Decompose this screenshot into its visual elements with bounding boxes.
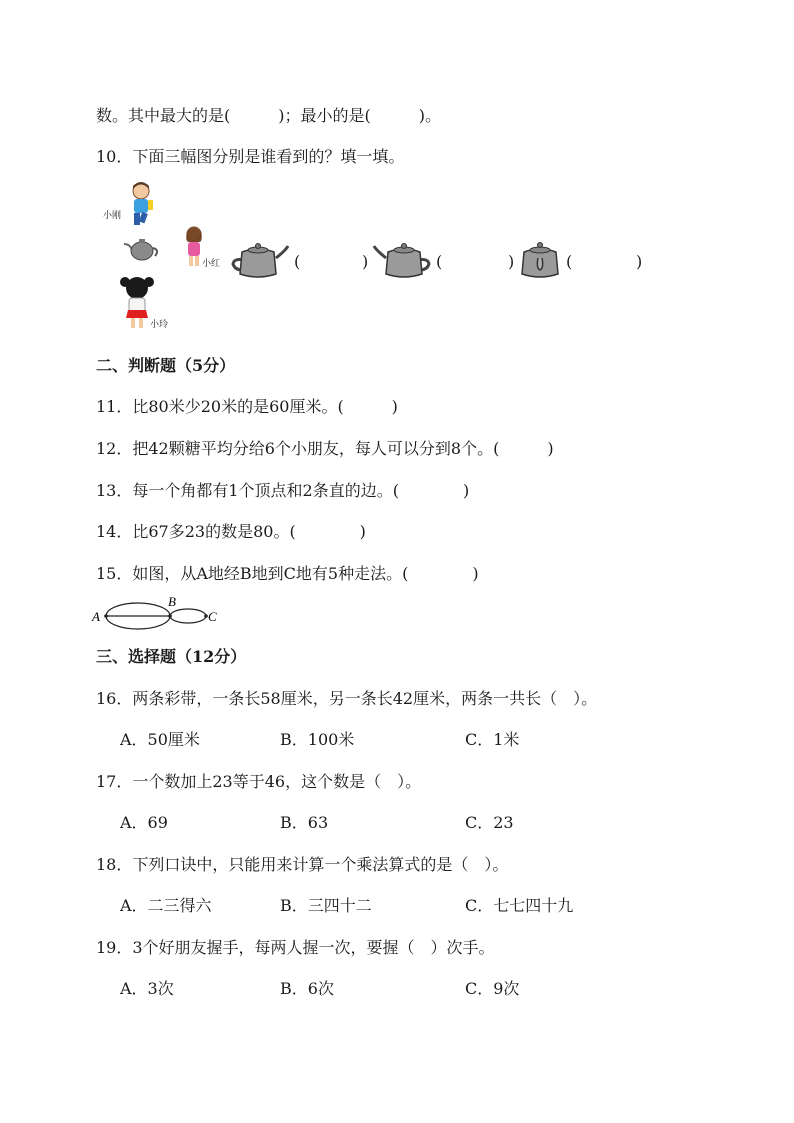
question-16: 16．两条彩带，一条长58厘米，另一条长42厘米，两条一共长（ ）。 (96, 689, 598, 708)
section-3-title: 三、选择题（12分） (96, 647, 247, 666)
answer-paren-1-open: ( (294, 252, 301, 271)
q17-option-c: C．23 (465, 813, 514, 832)
xiaogang-figure-icon (128, 182, 158, 228)
q18-option-c: C．七七四十九 (465, 896, 574, 915)
q18-option-b: B．三四十二 (280, 896, 372, 915)
q17-option-b: B．63 (280, 813, 329, 832)
route-diagram (92, 596, 222, 632)
label-xiaohong: 小红 (202, 259, 221, 269)
answer-paren-2-open: ( (436, 252, 443, 271)
question-9-tail: 数。其中最大的是( )；最小的是( )。 (96, 106, 441, 125)
route-label-b: B (168, 594, 176, 609)
xiaohong-figure-icon (184, 226, 204, 268)
q16-option-b: B．100米 (280, 730, 355, 749)
question-17: 17．一个数加上23等于46，这个数是（ ）。 (96, 772, 422, 791)
answer-paren-1-close: ) (362, 252, 369, 271)
question-10-stem: 10．下面三幅图分别是谁看到的？填一填。 (96, 147, 405, 166)
answer-paren-3-close: ) (636, 252, 643, 271)
route-label-a: A (92, 609, 100, 624)
question-15: 15．如图，从A地经B地到C地有5种走法。( ) (96, 564, 479, 583)
label-xiaoling: 小玲 (150, 320, 169, 330)
route-label-c: C (208, 609, 217, 624)
q19-option-a: A．3次 (120, 979, 174, 998)
question-14: 14．比67多23的数是80。( ) (96, 522, 366, 541)
xiaoling-figure-icon (120, 274, 154, 330)
section-2-title: 二、判断题（5分） (96, 356, 236, 375)
q19-option-c: C．9次 (465, 979, 520, 998)
question-12: 12．把42颗糖平均分给6个小朋友，每人可以分到8个。( ) (96, 439, 554, 458)
q16-option-c: C．1米 (465, 730, 520, 749)
center-teapot-icon (122, 236, 162, 262)
q19-option-b: B．6次 (280, 979, 334, 998)
question-18: 18．下列口诀中，只能用来计算一个乘法算式的是（ ）。 (96, 855, 509, 874)
question-11: 11．比80米少20米的是60厘米。( ) (96, 397, 398, 416)
question-19: 19．3个好朋友握手，每两人握一次，要握（ ）次手。 (96, 938, 495, 957)
teapot-view-3-icon (518, 240, 562, 282)
answer-paren-2-close: ) (508, 252, 515, 271)
teapot-view-1-icon (230, 240, 290, 282)
q17-option-a: A．69 (120, 813, 168, 832)
answer-paren-3-open: ( (566, 252, 573, 271)
question-13: 13．每一个角都有1个顶点和2条直的边。( ) (96, 481, 470, 500)
q16-option-a: A．50厘米 (120, 730, 200, 749)
q18-option-a: A．二三得六 (120, 896, 212, 915)
teapot-view-2-icon (372, 240, 432, 282)
label-xiaogang: 小刚 (103, 211, 122, 221)
